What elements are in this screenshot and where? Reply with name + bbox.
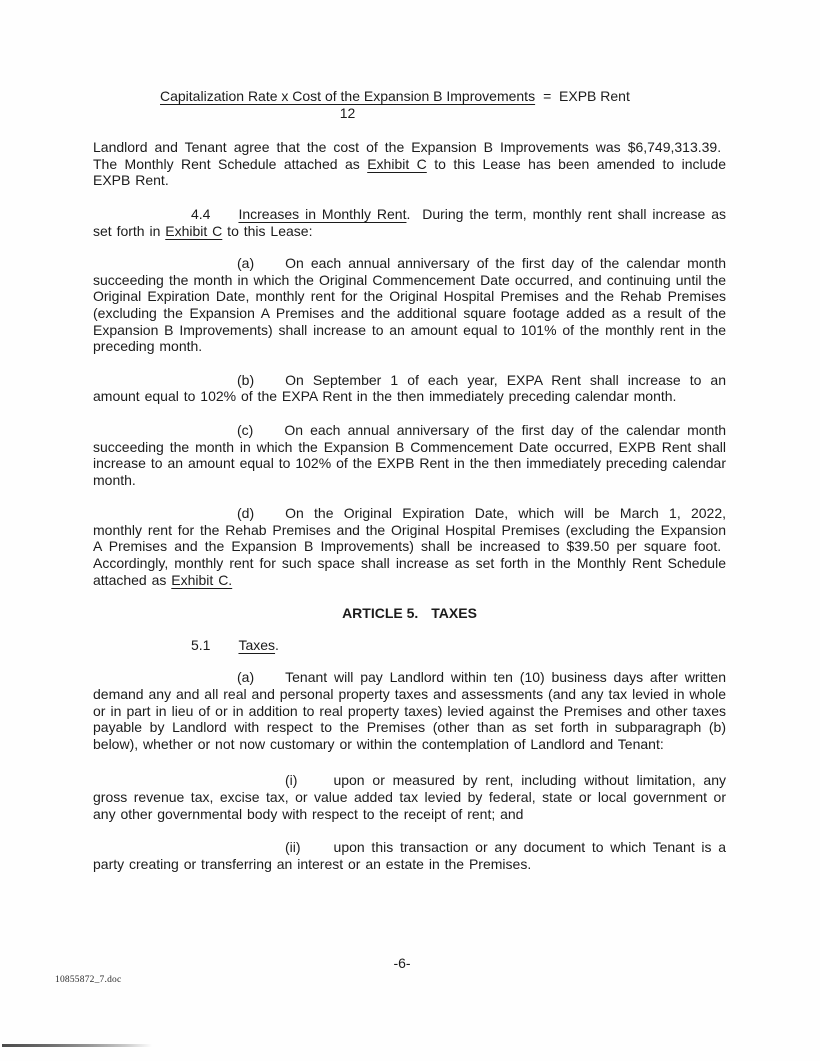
intro-paragraph xyxy=(93,139,726,189)
subsection-c xyxy=(93,422,726,488)
list-marker: (ii) xyxy=(285,839,301,856)
list-marker: (i) xyxy=(285,772,298,789)
section-4-4 xyxy=(93,206,726,239)
formula-numerator: Capitalization Rate x Cost of the Expansion B Improvements xyxy=(160,88,536,104)
paragraph-text: On the Original Expiration Date, which will be March 1, 2022, monthly rent for the Rehab Premises and the Original Hospital Premises (excluding the Expansion A Premises and the Expansion B Improvements) shall be increased to $39.50 per square foot. Accordingly, monthly rent for such space shall increase as set forth in the Monthly Rent Schedule attached as Exhibit C. xyxy=(93,505,726,588)
subsection-b xyxy=(93,372,726,405)
section-number: 4.4 xyxy=(191,205,211,222)
paragraph-text: On each annual anniversary of the first day of the calendar month succeeding the month in which the Original Commencement Date occurred, and continuing until the Original Expiration Date, monthly rent for the Original Hospital Premises and the Rehab Premises (excluding the Expansion A Premises and the additional square footage added as a result of the Expansion B Improvements) shall increase to an amount equal to 101% of the monthly rent in the preceding month. xyxy=(93,255,726,355)
list-marker: (b) xyxy=(237,371,255,388)
footer-doc-id: 10855872_7.doc xyxy=(55,975,122,985)
footer-page-number: -6- xyxy=(393,955,411,971)
clause-ii xyxy=(93,839,726,872)
paragraph-text: On September 1 of each year, EXPA Rent shall increase to an amount equal to 102% of the EXPA Rent in the then immediately preceding calendar month. xyxy=(93,371,726,405)
rent-formula xyxy=(160,88,726,121)
formula-result: = EXPB Rent xyxy=(543,88,630,104)
subsection-a xyxy=(93,255,726,355)
paragraph-text: upon this transaction or any document to which Tenant is a party creating or transferring an interest or an estate in the Premises. xyxy=(93,839,726,872)
paragraph-text: Tenant will pay Landlord within ten (10) business days after written demand any and all real and personal property taxes and assessments (and any tax levied in whole or in part in lieu of or in addition to real property taxes) levied against the Premises and other taxes payable by Landlord with respect to the Premises (other than as set forth in subparagraph (b) below), whether or not now customary or within the contemplation of Landlord and Tenant: xyxy=(93,669,726,752)
paragraph-text: upon or measured by rent, including without limitation, any gross revenue tax, excise tax, or value added tax levied by federal, state or local government or any other governmental body with respect to the receipt of rent; and xyxy=(93,772,726,822)
formula-fraction xyxy=(160,88,535,121)
list-marker: (d) xyxy=(237,505,255,522)
paragraph-text: Landlord and Tenant agree that the cost of the Expansion B Improvements was $6,749,313.39. The Monthly Rent Schedule attached as Exhibit C to this Lease has been amended to include EXPB Rent. xyxy=(93,139,726,189)
clause-i xyxy=(93,772,726,822)
article-title: TAXES xyxy=(431,605,477,622)
article-label: ARTICLE 5. xyxy=(342,605,419,622)
list-marker: (a) xyxy=(237,255,255,272)
section-5-1 xyxy=(93,637,726,654)
formula-denominator: 12 xyxy=(339,104,356,121)
paragraph-text: Increases in Monthly Rent. During the term, monthly rent shall increase as set forth in Exhibit C to this Lease: xyxy=(93,205,726,239)
article-5-heading xyxy=(93,605,726,622)
scan-artifact-line xyxy=(2,1044,152,1047)
paragraph-text: Taxes. xyxy=(238,636,279,653)
section-number: 5.1 xyxy=(191,636,211,653)
paragraph-text: On each annual anniversary of the first day of the calendar month succeeding the month in which the Expansion B Commencement Date occurred, EXPB Rent shall increase to an amount equal to 102% of the EXPB Rent in the then immediately preceding calendar month. xyxy=(93,421,726,488)
subsection-d xyxy=(93,505,726,588)
list-marker: (a) xyxy=(237,669,255,686)
list-marker: (c) xyxy=(237,421,254,438)
section-5-1-a xyxy=(93,669,726,752)
